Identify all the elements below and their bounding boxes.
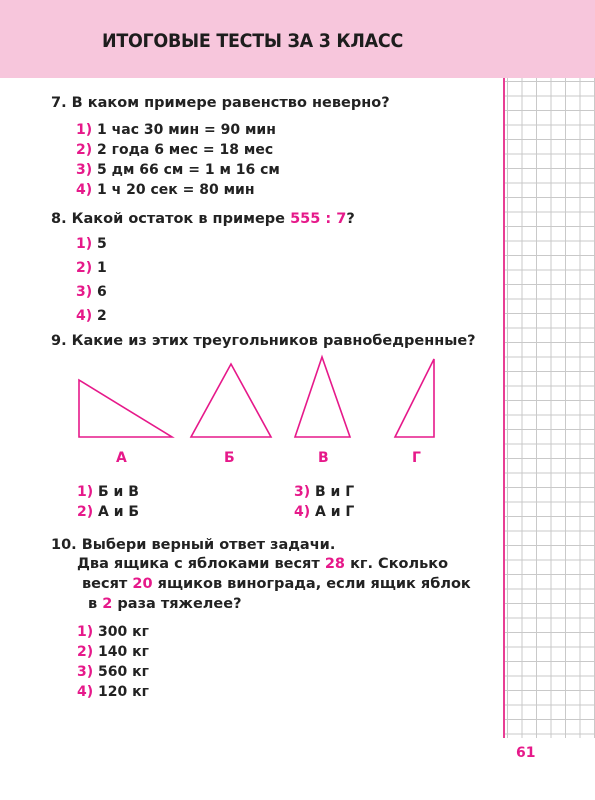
option-number: 2) xyxy=(76,260,93,276)
question-text: В каком примере равенство неверно? xyxy=(71,95,390,111)
problem-text: ящиков винограда, если ящик яблок xyxy=(157,576,471,592)
question-expression: 555 : 7 xyxy=(290,211,347,227)
option-number: 3) xyxy=(294,484,311,500)
option-number: 2) xyxy=(77,504,94,520)
question-number: 8. xyxy=(51,211,67,227)
option-text: 6 xyxy=(97,284,107,300)
problem-number: 20 xyxy=(132,576,153,592)
option-text: 300 кг xyxy=(98,624,149,640)
option-number: 3) xyxy=(77,664,94,680)
option-text: 120 кг xyxy=(98,684,149,700)
problem-text: весят xyxy=(82,576,128,592)
option-text: А и Б xyxy=(98,504,140,520)
q10-option-2[interactable] xyxy=(77,644,149,660)
page-title: ИТОГОВЫЕ ТЕСТЫ ЗА 3 КЛАСС xyxy=(101,30,404,52)
option-number: 1) xyxy=(77,484,94,500)
problem-text: раза тяжелее? xyxy=(117,596,242,612)
q9-option-4[interactable] xyxy=(294,504,354,520)
q10-option-3[interactable] xyxy=(77,664,149,680)
question-text: Какие из этих треугольников равнобедренные? xyxy=(71,333,476,349)
option-number: 2) xyxy=(77,644,94,660)
q9-option-3[interactable] xyxy=(294,484,354,500)
problem-number: 2 xyxy=(102,596,113,612)
q10-problem-line-2 xyxy=(82,576,471,592)
q10-problem-line-1 xyxy=(77,556,448,572)
option-text: 560 кг xyxy=(98,664,149,680)
option-text: 2 года 6 мес = 18 мес xyxy=(97,142,274,158)
page-number: 61 xyxy=(516,745,536,761)
option-number: 4) xyxy=(77,684,94,700)
problem-text: кг. Сколько xyxy=(350,556,449,572)
option-text: 5 дм 66 см = 1 м 16 см xyxy=(97,162,280,178)
triangle-label-v: В xyxy=(318,450,329,466)
triangle-g-shape xyxy=(395,359,434,437)
q10-problem-line-3 xyxy=(88,596,242,612)
option-number: 2) xyxy=(76,142,93,158)
question-number: 9. xyxy=(51,333,67,349)
option-number: 4) xyxy=(76,182,93,198)
option-text: В и Г xyxy=(315,484,355,500)
option-number: 3) xyxy=(76,284,93,300)
question-10 xyxy=(51,537,335,553)
triangle-label-b: Б xyxy=(224,450,235,466)
problem-text: в xyxy=(88,596,98,612)
problem-text: Два ящика с яблоками весят xyxy=(77,556,320,572)
question-number: 7. xyxy=(51,95,67,111)
option-text: А и Г xyxy=(315,504,355,520)
option-text: 2 xyxy=(97,308,107,324)
option-number: 1) xyxy=(76,236,93,252)
option-text: Б и В xyxy=(98,484,139,500)
question-text: Выбери верный ответ задачи. xyxy=(81,537,336,553)
q10-option-4[interactable] xyxy=(77,684,149,700)
option-text: 1 ч 20 сек = 80 мин xyxy=(97,182,255,198)
triangle-label-a: А xyxy=(116,450,127,466)
option-number: 4) xyxy=(294,504,311,520)
option-text: 5 xyxy=(97,236,107,252)
q10-option-1[interactable] xyxy=(77,624,149,640)
q9-option-2[interactable] xyxy=(77,504,139,520)
option-number: 1) xyxy=(76,122,93,138)
option-text: 1 час 30 мин = 90 мин xyxy=(97,122,276,138)
option-text: 1 xyxy=(97,260,107,276)
q9-option-1[interactable] xyxy=(77,484,139,500)
question-mark: ? xyxy=(346,211,355,227)
question-number: 10. xyxy=(51,537,77,553)
option-text: 140 кг xyxy=(98,644,149,660)
triangle-label-g: Г xyxy=(412,450,421,466)
option-number: 1) xyxy=(77,624,94,640)
problem-number: 28 xyxy=(324,556,346,572)
option-number: 4) xyxy=(76,308,93,324)
option-number: 3) xyxy=(76,162,93,178)
question-text: Какой остаток в примере xyxy=(71,211,286,227)
